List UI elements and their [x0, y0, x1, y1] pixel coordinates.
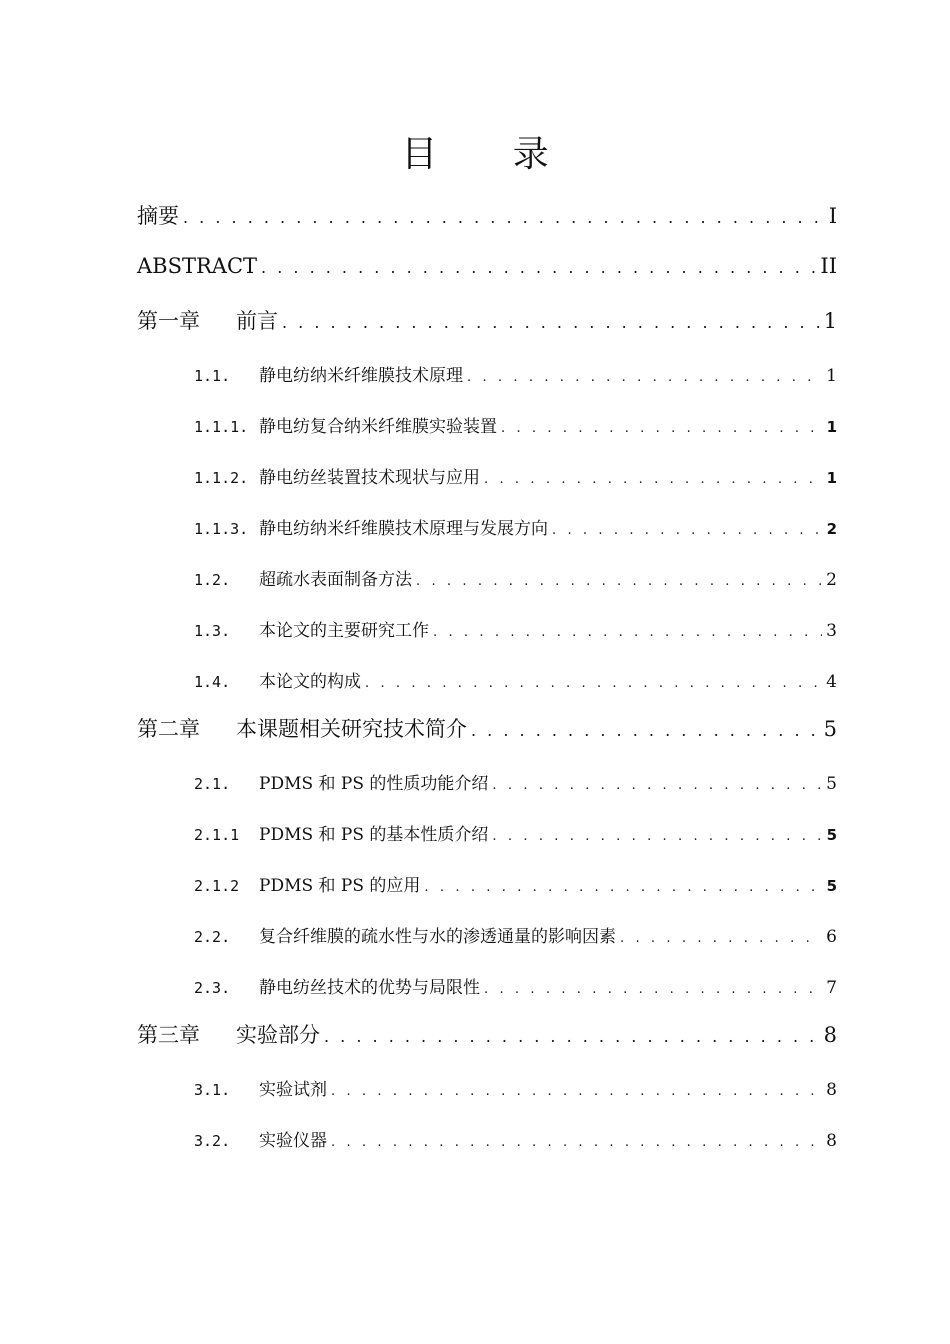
dot-leader	[467, 370, 822, 385]
dot-leader	[492, 829, 822, 844]
dot-leader	[501, 421, 823, 436]
toc-entry-page: 1	[826, 469, 837, 487]
toc-entry-label: ABSTRACT	[137, 254, 258, 278]
toc-entry-number: 第一章	[137, 309, 200, 333]
toc-entry-number: 1.1.1.	[194, 418, 249, 436]
toc-entry-label: 复合纤维膜的疏水性与水的渗透通量的影响因素	[259, 927, 616, 947]
toc-entry-page: 5	[826, 877, 837, 895]
dot-leader	[484, 982, 822, 997]
toc-entry-page: 7	[826, 978, 837, 998]
toc-entry-number: 1.4.	[194, 673, 231, 691]
toc-entry-page: I	[828, 204, 837, 228]
toc-entry-number: 2.1.1	[194, 826, 240, 844]
toc-entry-2-3[interactable]	[194, 973, 837, 998]
toc-entry-label: 实验仪器	[259, 1131, 327, 1151]
toc-entry-label: 实验部分	[236, 1023, 320, 1047]
toc-entry-label: 本论文的主要研究工作	[259, 621, 429, 641]
toc-entry-page: 2	[826, 570, 837, 590]
dot-leader	[282, 313, 820, 332]
toc-entry-1-4[interactable]	[194, 667, 837, 692]
toc-entry-label: 摘要	[137, 204, 179, 228]
toc-entry-page: 3	[826, 621, 837, 641]
toc-entry-page: 8	[823, 1023, 837, 1047]
toc-entry-2-1[interactable]	[194, 769, 837, 794]
toc-entry-2-1-1[interactable]	[194, 820, 837, 845]
toc-entry-label: PDMS 和 PS 的性质功能介绍	[259, 774, 489, 794]
toc-entry-page: 5	[823, 717, 837, 741]
toc-entry-1-1[interactable]	[194, 361, 837, 386]
toc-entry-page: 6	[826, 927, 837, 947]
toc-entry-label: PDMS 和 PS 的基本性质介绍	[259, 825, 489, 845]
toc-entry-label: 实验试剂	[259, 1080, 327, 1100]
toc-entry-number: 3.2.	[194, 1132, 231, 1150]
toc-entry-number: 1.1.	[194, 367, 231, 385]
toc-entry-1-1-1[interactable]	[194, 412, 837, 437]
dot-leader	[433, 625, 822, 640]
toc-entry-chapter-2[interactable]	[137, 713, 837, 743]
dot-leader	[365, 676, 822, 691]
dot-leader	[331, 1135, 822, 1150]
toc-entry-page: II	[820, 254, 837, 278]
toc-entry-page: 8	[826, 1131, 837, 1151]
toc-entry-number: 1.1.3.	[194, 520, 249, 538]
dot-leader	[471, 721, 820, 740]
dot-leader	[183, 208, 825, 227]
dot-leader	[620, 931, 822, 946]
dot-leader	[324, 1027, 820, 1046]
toc-entry-number: 2.3.	[194, 979, 231, 997]
dot-leader	[424, 880, 822, 895]
toc-entry-2-1-2[interactable]	[194, 871, 837, 896]
toc-entry-label: 超疏水表面制备方法	[259, 570, 412, 590]
toc-entry-label: PDMS 和 PS 的应用	[259, 876, 421, 896]
toc-entry-chapter-1[interactable]	[137, 305, 837, 335]
toc-entry-2-2[interactable]	[194, 922, 837, 947]
toc-entry-chapter-3[interactable]	[137, 1019, 837, 1049]
page-title: 目 录	[401, 134, 581, 175]
toc-entry-abstract-en[interactable]	[137, 254, 837, 278]
dot-leader	[416, 574, 822, 589]
toc-entry-page: 1	[826, 418, 837, 436]
dot-leader	[484, 472, 823, 487]
toc-entry-page: 1	[826, 366, 837, 386]
dot-leader	[492, 778, 822, 793]
toc-entry-1-1-3[interactable]	[194, 514, 837, 539]
dot-leader	[552, 523, 823, 538]
toc-entry-page: 2	[826, 520, 837, 538]
toc-entry-label: 静电纺丝装置技术现状与应用	[259, 468, 480, 488]
toc-entry-page: 1	[823, 309, 837, 333]
toc-entry-number: 第二章	[137, 717, 200, 741]
toc-entry-label: 本论文的构成	[259, 672, 361, 692]
dot-leader	[331, 1084, 822, 1099]
toc-entry-abstract-cn[interactable]	[137, 200, 837, 230]
toc-entry-1-3[interactable]	[194, 616, 837, 641]
toc-entry-label: 静电纺复合纳米纤维膜实验装置	[259, 417, 497, 437]
toc-entry-page: 5	[826, 826, 837, 844]
toc-entry-page: 4	[826, 672, 837, 692]
toc-entry-1-2[interactable]	[194, 565, 837, 590]
toc-entry-number: 2.2.	[194, 928, 231, 946]
toc-entry-label: 静电纺纳米纤维膜技术原理与发展方向	[259, 519, 548, 539]
toc-entry-number: 第三章	[137, 1023, 200, 1047]
toc-entry-number: 1.3.	[194, 622, 231, 640]
toc-entry-label: 前言	[236, 309, 278, 333]
toc-entry-number: 2.1.2	[194, 877, 240, 895]
toc-entry-number: 1.1.2.	[194, 469, 249, 487]
toc-entry-label: 本课题相关研究技术简介	[236, 717, 467, 741]
toc-entry-label: 静电纺丝技术的优势与局限性	[259, 978, 480, 998]
toc-entry-page: 8	[826, 1080, 837, 1100]
toc-entry-number: 3.1.	[194, 1081, 231, 1099]
toc-entry-page: 5	[826, 774, 837, 794]
dot-leader	[261, 258, 816, 277]
toc-entry-number: 2.1.	[194, 775, 231, 793]
toc-entry-3-1[interactable]	[194, 1075, 837, 1100]
toc-entry-label: 静电纺纳米纤维膜技术原理	[259, 366, 463, 386]
toc-entry-1-1-2[interactable]	[194, 463, 837, 488]
toc-entry-number: 1.2.	[194, 571, 231, 589]
toc-entry-3-2[interactable]	[194, 1126, 837, 1151]
